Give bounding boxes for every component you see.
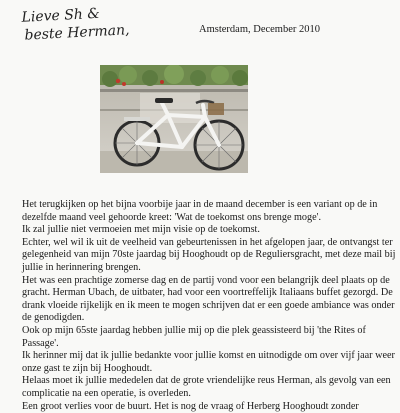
paragraph-4: Het was een prachtige zomerse dag en de partij vond voor een belangrijk deel plaats op de gracht. Herman Ubach, de uitbater, had voor een voortreffelijk Italiaans buffet gezorgd. De drank vloeide rijkelijk en ik meen te mogen schrijven dat er een goede ambiance was onder de genodigden.	[22, 275, 397, 325]
paragraph-2: Ik zal jullie niet vermoeien met mijn visie op de toekomst.	[22, 224, 397, 237]
paragraph-3: Echter, wel wil ik uit de veelheid van gebeurtenissen in het afgelopen jaar, de ontvangst ter gelegenheid van mijn 70ste jaardag bij Hooghoudt op de Reguliersgracht, met deze mail bij jullie in herinnering brengen.	[22, 237, 397, 275]
handwritten-salutation	[21, 3, 130, 45]
salutation-line-1: Lieve Sh &	[21, 3, 129, 27]
bicycle-photo	[100, 65, 248, 173]
bicycle-illustration	[100, 65, 248, 173]
letter-body	[22, 199, 397, 413]
paragraph-5: Ook op mijn 65ste jaardag hebben jullie mij op die plek geassisteerd bij 'the Rites of Passage'.	[22, 325, 397, 350]
paragraph-8: Een groot verlies voor de buurt. Het is nog de vraag of Herberg Hooghoudt zonder	[22, 401, 397, 413]
salutation-line-2: beste Herman,	[24, 21, 130, 44]
paragraph-1: Het terugkijken op het bijna voorbije jaar in de maand december is een variant op de in dezelfde maand veel gehoorde kreet: 'Wat de toekomst ons brenge moge'.	[22, 199, 397, 224]
paragraph-7: Helaas moet ik jullie mededelen dat de grote vriendelijke reus Herman, als gevolg van een complicatie na een operatie, is overleden.	[22, 375, 397, 400]
dateline: Amsterdam, December 2010	[199, 24, 320, 35]
paragraph-6: Ik herinner mij dat ik jullie bedankte voor jullie komst en uitnodigde om over vijf jaar weer onze gast te zijn bij Hooghoudt.	[22, 350, 397, 375]
